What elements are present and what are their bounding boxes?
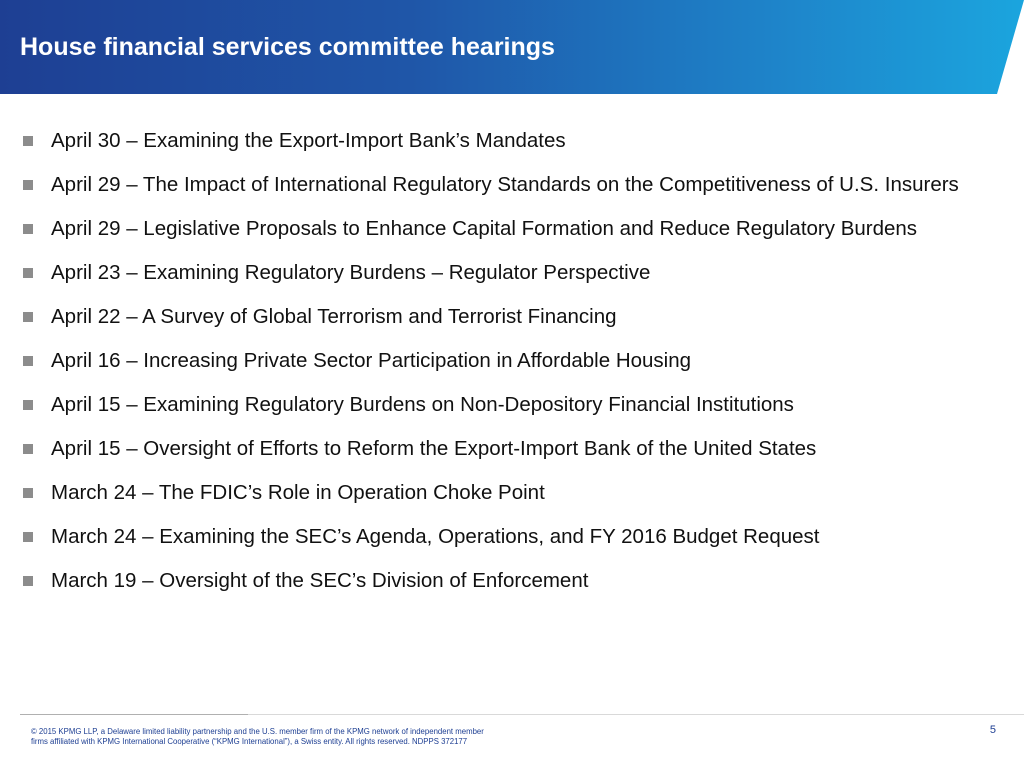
copyright-notice: [31, 727, 571, 747]
hearing-item: [0, 435, 1000, 462]
hearing-item: [0, 347, 1000, 374]
square-bullet-icon: [23, 224, 33, 234]
square-bullet-icon: [23, 312, 33, 322]
hearing-item: [0, 215, 1000, 242]
hearing-text: April 29 – Legislative Proposals to Enhance Capital Formation and Reduce Regulatory Burdens: [51, 217, 918, 240]
hearing-text: March 24 – Examining the SEC’s Agenda, Operations, and FY 2016 Budget Request: [51, 525, 820, 548]
hearing-item: [0, 391, 1000, 418]
hearing-text: March 24 – The FDIC’s Role in Operation Choke Point: [51, 481, 545, 504]
square-bullet-icon: [23, 136, 33, 146]
hearing-text: April 30 – Examining the Export-Import Bank’s Mandates: [51, 129, 566, 152]
square-bullet-icon: [23, 444, 33, 454]
square-bullet-icon: [23, 532, 33, 542]
square-bullet-icon: [23, 576, 33, 586]
hearing-item: [0, 127, 1000, 154]
page-number: 5: [989, 724, 996, 736]
hearing-text: April 22 – A Survey of Global Terrorism and Terrorist Financing: [51, 305, 617, 328]
slide-title: House financial services committee hearings: [20, 33, 555, 61]
square-bullet-icon: [23, 488, 33, 498]
hearing-text: April 15 – Examining Regulatory Burdens on Non-Depository Financial Institutions: [51, 393, 794, 416]
hearing-text: April 16 – Increasing Private Sector Participation in Affordable Housing: [51, 349, 692, 372]
hearing-text: March 19 – Oversight of the SEC’s Division of Enforcement: [51, 569, 589, 592]
hearing-item: [0, 523, 1000, 550]
copyright-line: firms affiliated with KPMG International Cooperative (“KPMG International”), a Swiss entity. All rights reserved. NDPPS 372177: [31, 737, 468, 746]
hearing-item: [0, 567, 1000, 594]
hearing-text: April 29 – The Impact of International Regulatory Standards on the Competitiveness of U.S. Insurers: [51, 173, 959, 196]
square-bullet-icon: [23, 400, 33, 410]
square-bullet-icon: [23, 356, 33, 366]
hearing-item: [0, 259, 1000, 286]
hearing-text: April 15 – Oversight of Efforts to Reform the Export-Import Bank of the United States: [51, 437, 817, 460]
footer-divider-accent: [20, 714, 248, 715]
square-bullet-icon: [23, 268, 33, 278]
hearing-item: [0, 171, 1000, 198]
hearing-list: [0, 127, 1000, 611]
hearing-item: [0, 303, 1000, 330]
hearing-item: [0, 479, 1000, 506]
hearing-text: April 23 – Examining Regulatory Burdens – Regulator Perspective: [51, 261, 651, 284]
copyright-line: © 2015 KPMG LLP, a Delaware limited liability partnership and the U.S. member firm of the KPMG network of independent member: [31, 727, 484, 736]
square-bullet-icon: [23, 180, 33, 190]
